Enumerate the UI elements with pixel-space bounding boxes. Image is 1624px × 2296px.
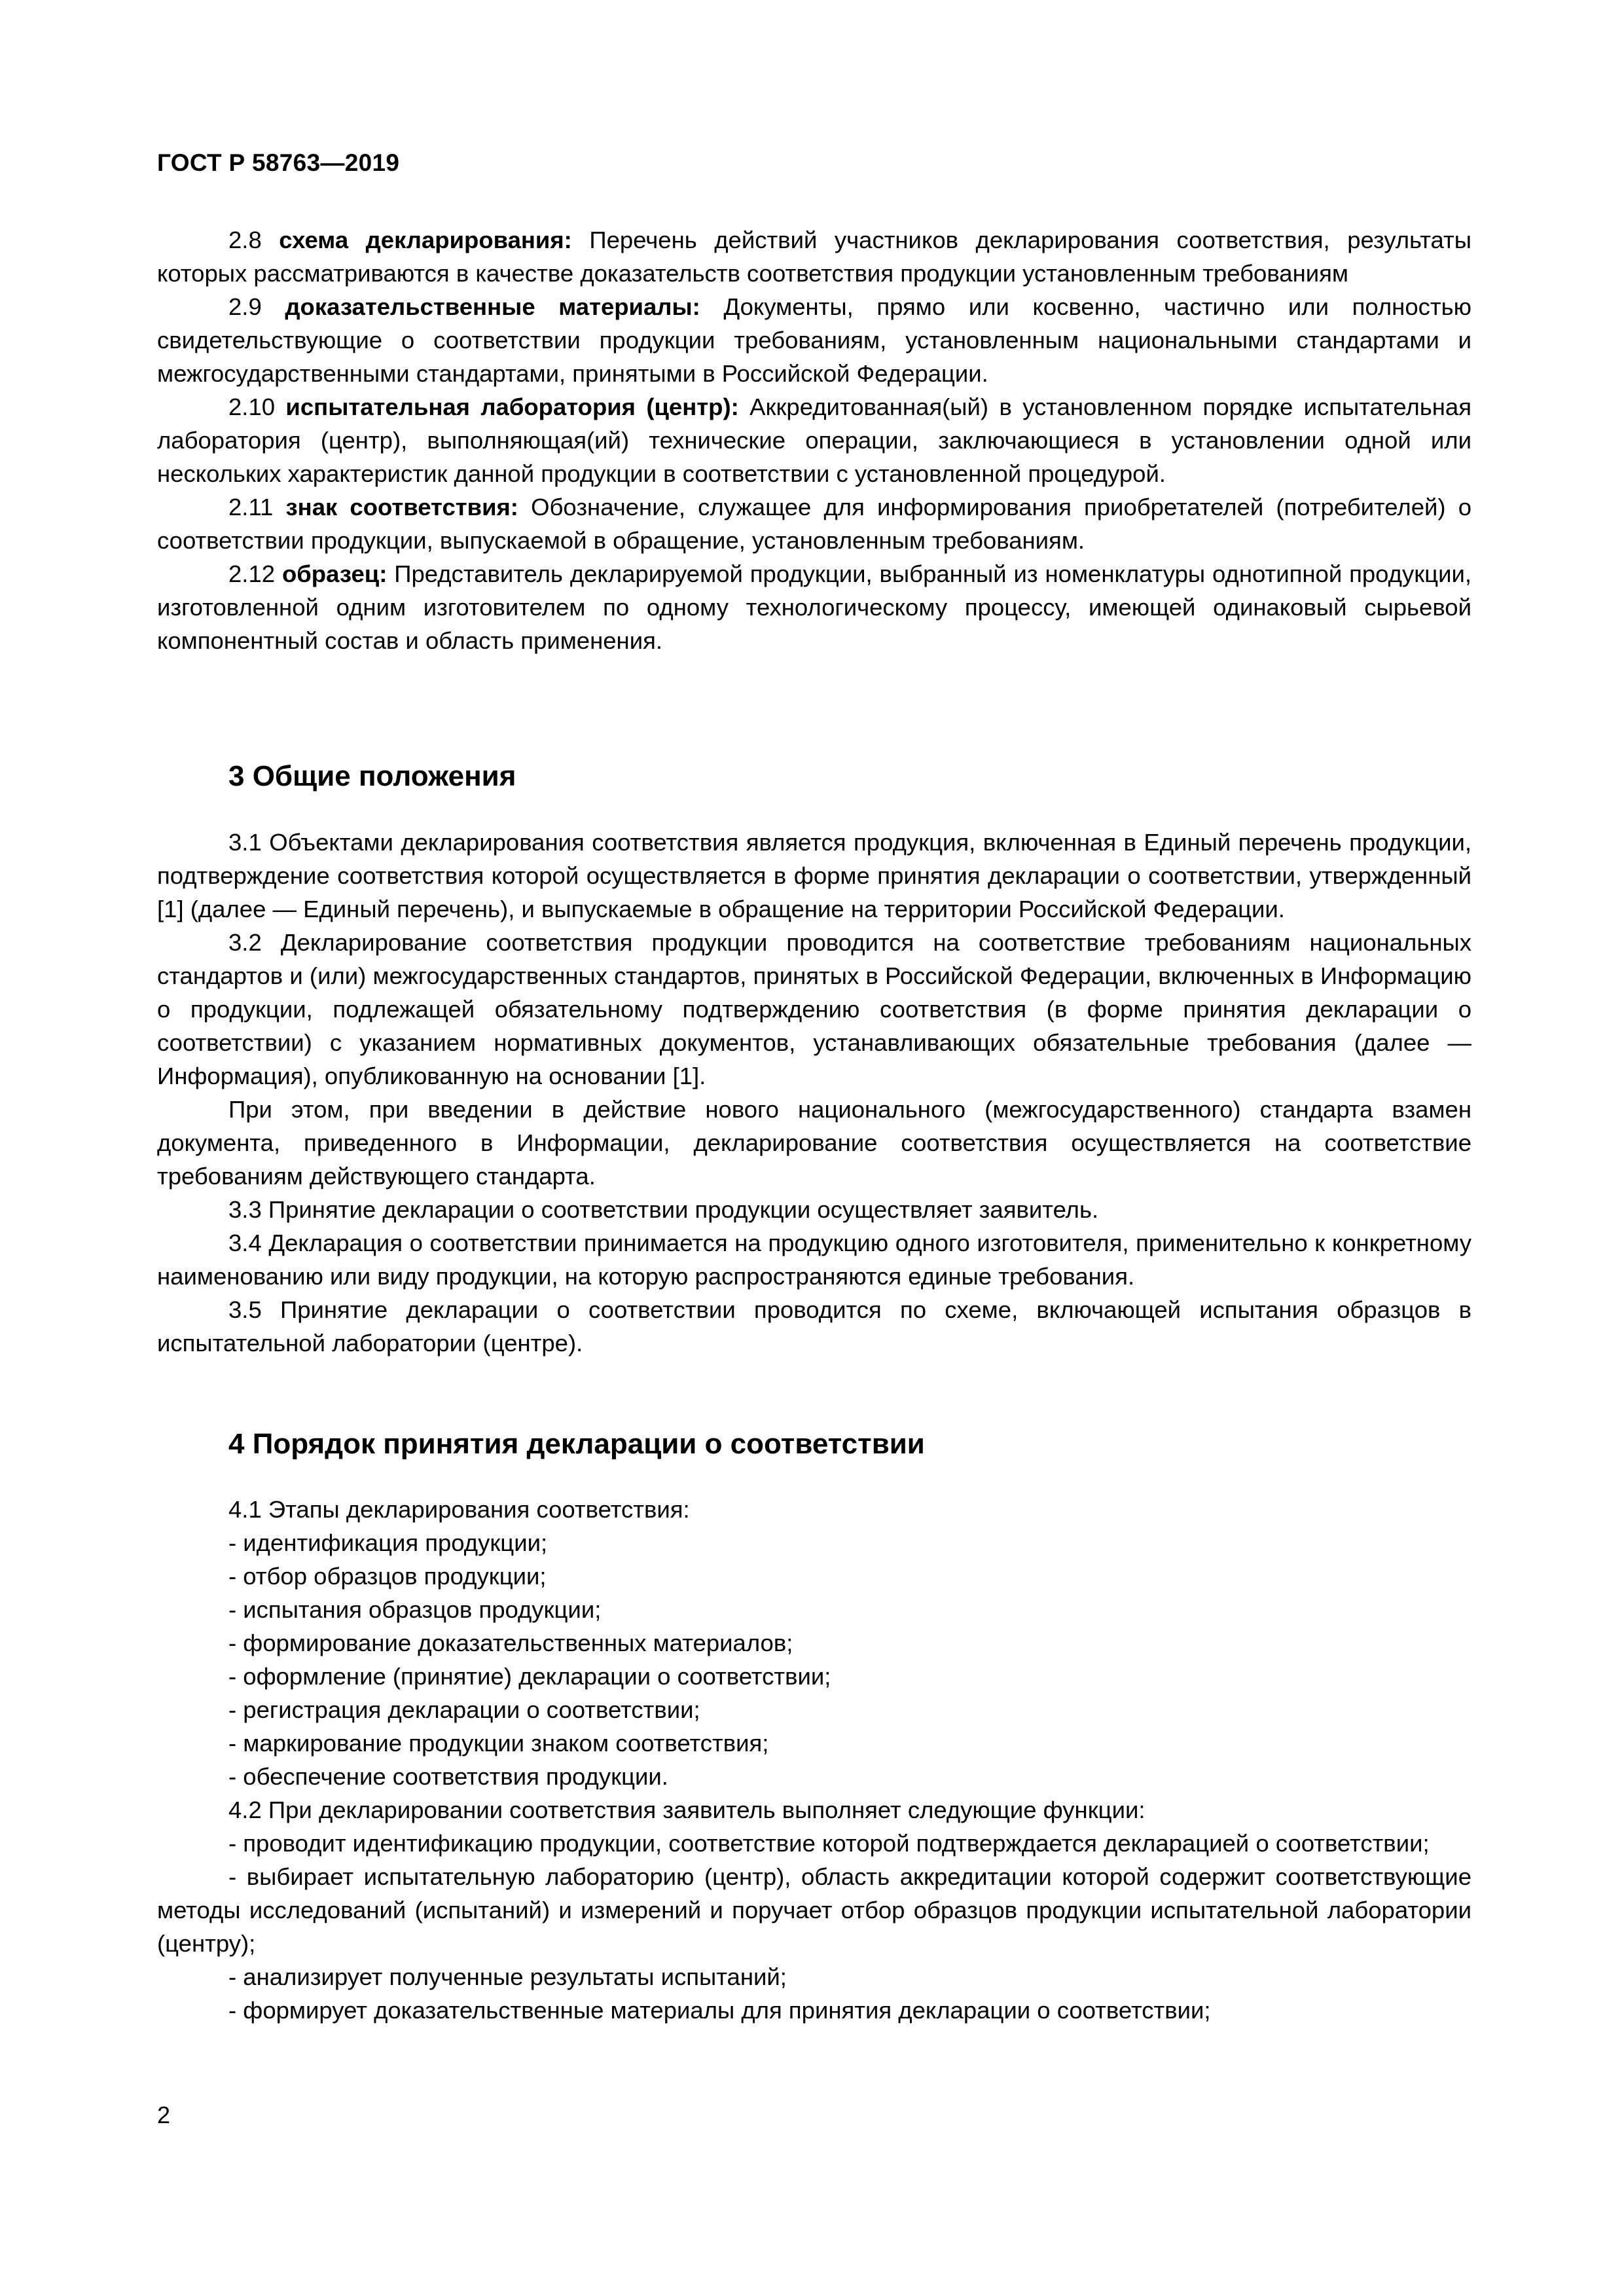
section-4-body [157,1493,1471,2027]
definition-2-8 [157,223,1471,290]
list-item: - проводит идентификацию продукции, соответствие которой подтверждается декларацией о соответствии; [228,1830,1430,1857]
page-number: 2 [157,2102,171,2128]
list-item: - оформление (принятие) декларации о соответствии; [228,1663,831,1690]
list-item: - формирует доказательственные материалы для принятия декларации о соответствии; [228,1997,1211,2024]
list-item: - маркирование продукции знаком соответствия; [228,1730,769,1757]
definition-2-10 [157,390,1471,490]
list-item: - идентификация продукции; [228,1529,548,1556]
clause-3-4: 3.4 Декларация о соответствии принимается на продукцию одного изготовителя, применительно к конкретному наименованию или виду продукции, на которую распространяются единые требования. [157,1230,1471,1290]
list-item: - обеспечение соответствия продукции. [228,1763,668,1790]
clause-number: 2.8 [228,227,262,253]
list-item: - испытания образцов продукции; [228,1596,602,1623]
definition-2-9 [157,290,1471,390]
clause-3-5: 3.5 Принятие декларации о соответствии проводится по схеме, включающей испытания образцов в испытательной лаборатории (центре). [157,1296,1471,1357]
definition-2-11 [157,490,1471,557]
clause-4-1: 4.1 Этапы декларирования соответствия: [228,1496,690,1523]
term: знак соответствия: [285,494,518,520]
clause-3-2: 3.2 Декларирование соответствия продукции проводится на соответствие требованиям национальных стандартов и (или) межгосударственных стандартов, принятых в Российской Федерации, включенных в Информацию о продукции, подлежащей обязательному подтверждению соответствия (в форме принятия декларации о соответствии) с указанием нормативных документов, устанавливающих обязательные требования (далее — Информация), опубликованную на основании [1]. [157,929,1471,1089]
list-item: - отбор образцов продукции; [228,1563,547,1590]
definition-text: Представитель декларируемой продукции, выбранный из номенклатуры однотипной продукции, изготовленной одним изготовителем по одному технологическому процессу, имеющей одинаковый сырьевой компонентный состав и область применения. [157,560,1471,654]
clause-3-1: 3.1 Объектами декларирования соответствия является продукция, включенная в Единый перечень продукции, подтверждение соответствия которой осуществляется в форме принятия декларации о соответствии, утвержденный [1] (далее — Единый перечень), и выпускаемые в обращение на территории Российской Федерации. [157,829,1471,922]
list-item: - анализирует полученные результаты испытаний; [228,1963,787,1990]
definitions-block [157,223,1471,657]
clause-number: 2.10 [228,393,276,420]
term: схема декларирования: [279,227,572,253]
section-3-heading: 3 Общие положения [228,760,516,792]
clause-number: 2.11 [228,494,274,520]
clause-4-2: 4.2 При декларировании соответствия заявитель выполняет следующие функции: [228,1796,1146,1823]
clause-number: 2.9 [228,293,262,320]
list-item: - регистрация декларации о соответствии; [228,1696,700,1723]
term: испытательная лаборатория (центр): [285,393,739,420]
clause-3-3: 3.3 Принятие декларации о соответствии продукции осуществляет заявитель. [228,1196,1099,1223]
document-code: ГОСТ Р 58763—2019 [157,149,400,176]
definition-2-12 [157,557,1471,657]
definition-text: Обозначение, служащее для информирования приобретателей (потребителей) о соответствии продукции, выпускаемой в обращение, установленным требованиям. [157,494,1471,554]
definition-text: Перечень действий участников декларирования соответствия, результаты которых рассматриваются в качестве доказательств соответствия продукции установленным требованиям [157,227,1471,287]
term: образец: [281,560,388,587]
list-item: - формирование доказательственных материалов; [228,1630,793,1656]
section-4-heading: 4 Порядок принятия декларации о соответствии [228,1428,925,1460]
term: доказательственные материалы: [285,293,700,320]
definition-text: Документы, прямо или косвенно, частично или полностью свидетельствующие о соответствии продукции требованиям, установленным национальными стандартами и межгосударственными стандартами, принятыми в Российской Федерации. [157,293,1471,387]
clause-3-2-note: При этом, при введении в действие нового национального (межгосударственного) стандарта взамен документа, приведенного в Информации, декларирование соответствия осуществляется на соответствие требованиям действующего стандарта. [157,1096,1471,1190]
definition-text: Аккредитованная(ый) в установленном порядке испытательная лаборатория (центр), выполняющая(ий) технические операции, заключающиеся в установлении одной или нескольких характеристик данной продукции в соответствии с установленной процедурой. [157,393,1471,487]
section-3-body [157,826,1471,1360]
list-item: - выбирает испытательную лабораторию (центр), область аккредитации которой содержит соответствующие методы исследований (испытаний) и измерений и поручает отбор образцов продукции испытательной лаборатории (центру); [157,1863,1471,1957]
clause-number: 2.12 [228,560,276,587]
